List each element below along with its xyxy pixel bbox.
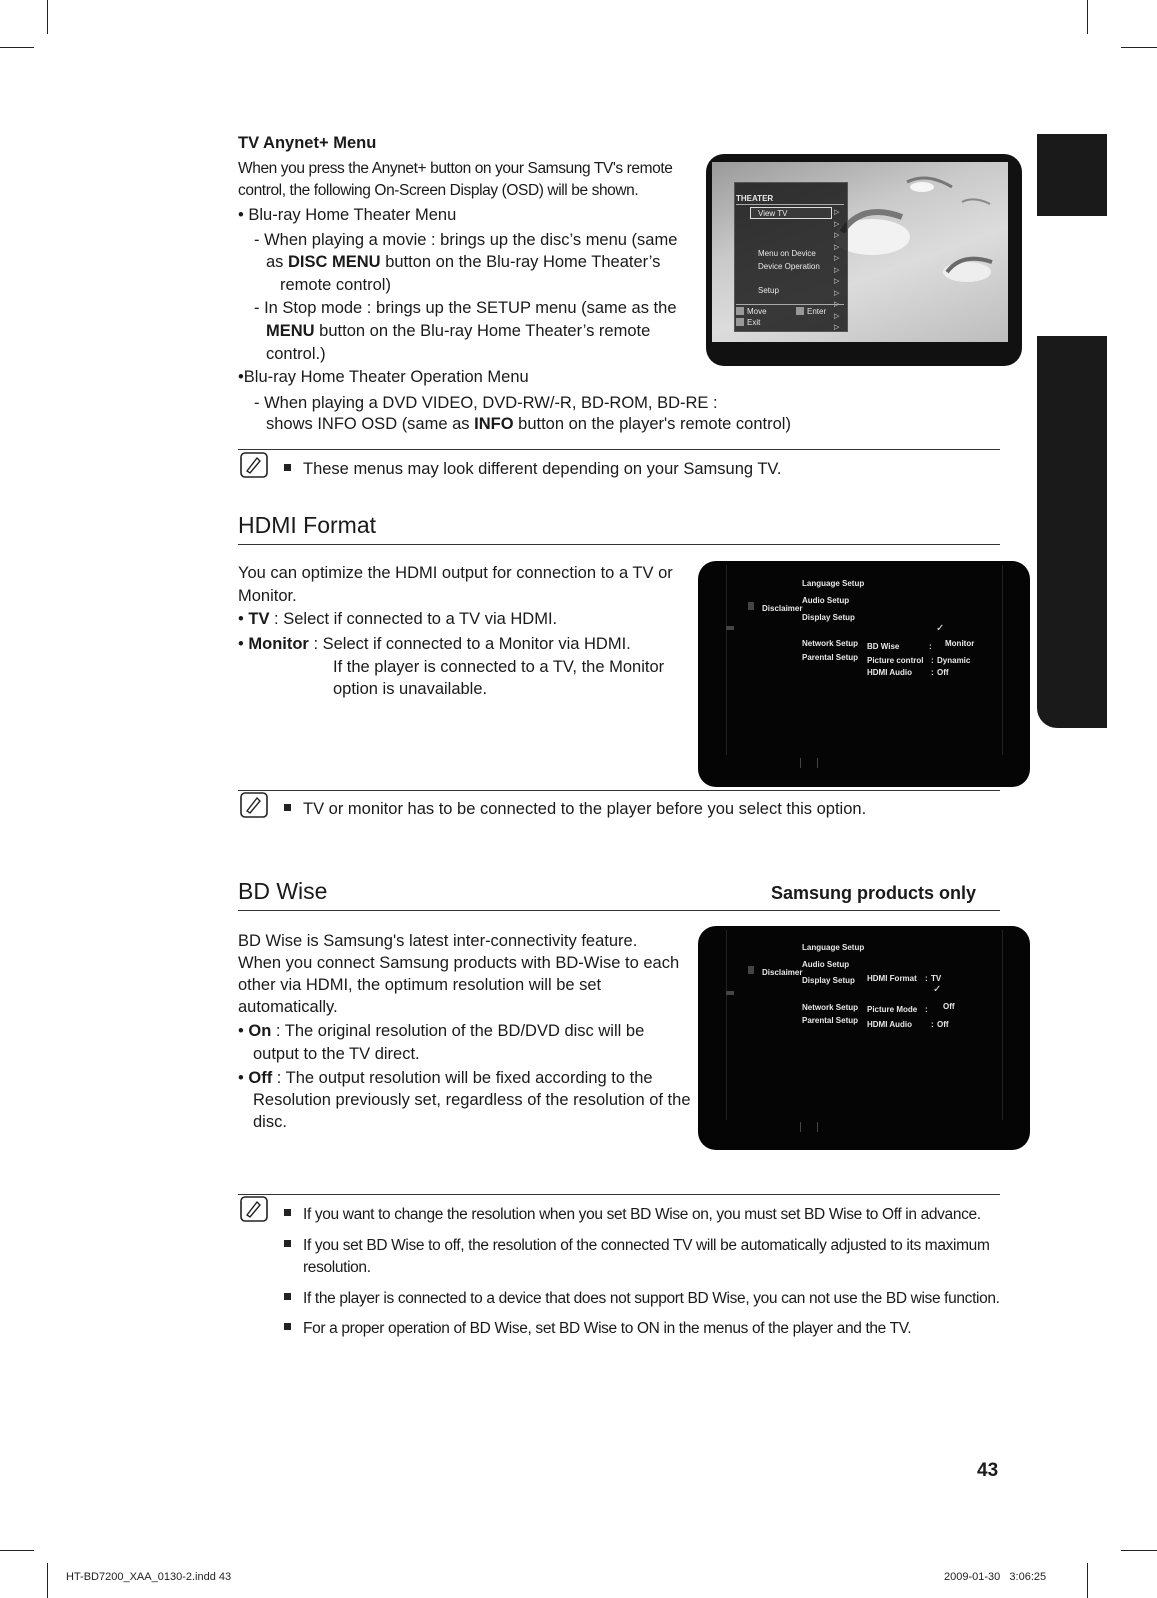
crop-mark [1087, 1563, 1088, 1598]
setting-colon: : [931, 668, 934, 677]
note-text: If you set BD Wise to off, the resolution of the connected TV will be automatically adjusted to its maximum [284, 1235, 990, 1256]
bullet-detail: remote control) [280, 276, 391, 294]
setting-label: HDMI Format [867, 974, 917, 983]
check-icon: ✓ [936, 623, 945, 634]
setting-value-hdmi-audio[interactable]: Off [937, 668, 949, 677]
menu-item-parental-setup[interactable]: Parental Setup [802, 1016, 859, 1025]
bullet-detail: as DISC MENU button on the Blu-ray Home Theater’s [266, 253, 661, 271]
osd-enter-hint: Enter [807, 307, 827, 316]
bullet-detail: Resolution previously set, regardless of the resolution of the [253, 1091, 691, 1109]
exit-icon [736, 318, 744, 326]
anynet-intro: control, the following On-Screen Display (OSD) will be shown. [238, 182, 639, 199]
setting-colon: : [931, 1020, 934, 1029]
setting-label: HDMI Audio [867, 668, 913, 677]
bullet-item: • On : The original resolution of the BD/DVD disc will be [238, 1022, 645, 1040]
check-icon: ✓ [933, 984, 942, 995]
divider [238, 544, 1000, 545]
bdwise-paragraph: automatically. [238, 998, 338, 1016]
note-icon [240, 792, 268, 818]
disc-icon [748, 966, 754, 974]
move-icon [736, 307, 744, 315]
osd-exit-hint: Exit [747, 318, 761, 327]
hdmi-paragraph: Monitor. [238, 587, 297, 605]
setting-value-picture-control[interactable]: Dynamic [937, 656, 971, 665]
divider [238, 790, 1000, 791]
footer-filename: HT-BD7200_XAA_0130-2.indd 43 [66, 1571, 232, 1583]
menu-item-network-setup[interactable]: Network Setup [802, 1003, 859, 1012]
chevron-right-icon: ▷ ▷ ▷ ▷ ▷ ▷ ▷ ▷ ▷ ▷ [834, 209, 840, 331]
setting-label: HDMI Audio [867, 1020, 913, 1029]
bullet-item: • TV : Select if connected to a TV via HDMI. [238, 610, 558, 628]
bullet-detail: - When playing a movie : brings up the disc’s menu (same [254, 231, 678, 249]
bullet-item: • Off : The output resolution will be fixed according to the [238, 1069, 653, 1087]
chapter-tab-bottom [1037, 336, 1107, 728]
menu-item-language-setup[interactable]: Language Setup [802, 579, 865, 588]
divider [238, 1194, 1000, 1195]
menu-item-audio-setup[interactable]: Audio Setup [802, 596, 850, 605]
bullet-detail: disc. [253, 1113, 287, 1131]
crop-mark [1121, 1550, 1157, 1551]
osd-item-setup[interactable]: Setup [758, 286, 779, 295]
note-text: resolution. [303, 1259, 371, 1276]
menu-item-disclaimer[interactable]: Disclaimer [762, 604, 803, 613]
bullet-detail: - When playing a DVD VIDEO, DVD-RW/-R, BD-ROM, BD-RE : [254, 394, 718, 412]
osd-title: THEATER [736, 194, 774, 203]
divider [238, 910, 1000, 911]
bullet-detail: option is unavailable. [333, 680, 488, 698]
bullet-item: • Blu-ray Home Theater Menu [238, 206, 457, 224]
samsung-only-tag: Samsung products only [771, 883, 977, 903]
setting-label: Picture Mode [867, 1005, 918, 1014]
anynet-osd-screenshot [706, 154, 1022, 366]
anynet-intro: When you press the Anynet+ button on your Samsung TV's remote [238, 160, 673, 177]
bullet-detail: control.) [266, 345, 326, 363]
setting-colon: : [929, 642, 932, 651]
setting-label: Picture control [867, 656, 924, 665]
hdmi-paragraph: You can optimize the HDMI output for connection to a TV or [238, 564, 673, 582]
setting-value-bd-wise[interactable]: Monitor [945, 639, 975, 648]
bullet-detail: shows INFO OSD (same as INFO button on the player's remote control) [266, 415, 791, 433]
menu-item-disclaimer[interactable]: Disclaimer [762, 968, 803, 977]
bullet-detail: If the player is connected to a TV, the Monitor [333, 658, 665, 676]
bullet-detail: MENU button on the Blu-ray Home Theater’s remote [266, 322, 651, 340]
bdwise-menu-screenshot [698, 926, 1030, 1150]
note-icon [240, 1196, 268, 1222]
section-heading-bdwise: BD Wise [238, 878, 328, 904]
menu-item-network-setup[interactable]: Network Setup [802, 639, 859, 648]
menu-item-audio-setup[interactable]: Audio Setup [802, 960, 850, 969]
note-text: TV or monitor has to be connected to the player before you select this option. [284, 798, 866, 820]
crop-mark [47, 0, 48, 34]
osd-item-label: View TV [758, 209, 788, 218]
note-text: For a proper operation of BD Wise, set BD Wise to ON in the menus of the player and the TV. [284, 1318, 911, 1339]
crop-mark [0, 47, 34, 48]
osd-item-device-operation[interactable]: Device Operation [758, 262, 820, 271]
bullet-item: •Blu-ray Home Theater Operation Menu [238, 368, 529, 386]
osd-move-hint: Move [747, 307, 767, 316]
section-heading-anynet: TV Anynet+ Menu [238, 134, 377, 152]
page-number: 43 [977, 1460, 999, 1481]
divider [238, 449, 1000, 450]
crop-mark [1087, 0, 1088, 34]
setting-colon: : [925, 974, 928, 983]
note-text: If you want to change the resolution when you set BD Wise on, you must set BD Wise to Off in advance. [284, 1204, 981, 1225]
setting-colon: : [931, 656, 934, 665]
osd-item-menu-on-device[interactable]: Menu on Device [758, 249, 816, 258]
button-icon [726, 626, 734, 630]
section-heading-hdmi: HDMI Format [238, 512, 376, 538]
button-icon [726, 991, 734, 995]
bullet-detail: - In Stop mode : brings up the SETUP menu (same as the [254, 299, 677, 317]
bullet-item: • Monitor : Select if connected to a Monitor via HDMI. [238, 635, 631, 653]
note-text: These menus may look different depending on your Samsung TV. [284, 458, 782, 480]
crop-mark [1121, 47, 1157, 48]
note-icon [240, 452, 268, 478]
bdwise-paragraph: other via HDMI, the optimum resolution will be set [238, 976, 602, 994]
bullet-detail: output to the TV direct. [253, 1045, 420, 1063]
crop-mark [47, 1563, 48, 1598]
crop-mark [0, 1550, 34, 1551]
menu-item-display-setup[interactable]: Display Setup [802, 613, 855, 622]
setting-label: BD Wise [867, 642, 900, 651]
bdwise-paragraph: When you connect Samsung products with BD-Wise to each [238, 954, 680, 972]
setting-value-hdmi-audio[interactable]: Off [937, 1020, 949, 1029]
footer-timestamp: 2009-01-30 3:06:25 [944, 1571, 1047, 1583]
menu-item-display-setup[interactable]: Display Setup [802, 976, 855, 985]
setting-value-picture-mode[interactable]: Off [943, 1002, 955, 1011]
note-text: If the player is connected to a device that does not support BD Wise, you can not use the BD wise function. [284, 1288, 1000, 1309]
setting-colon: : [925, 1005, 928, 1014]
disc-icon [748, 602, 754, 610]
bdwise-paragraph: BD Wise is Samsung's latest inter-connectivity feature. [238, 932, 638, 950]
setting-value-hdmi-format[interactable]: TV [931, 974, 942, 983]
enter-icon [796, 307, 804, 315]
chapter-tab-top [1037, 134, 1107, 216]
hdmi-menu-screenshot [698, 561, 1030, 787]
menu-item-parental-setup[interactable]: Parental Setup [802, 653, 859, 662]
menu-item-language-setup[interactable]: Language Setup [802, 943, 865, 952]
